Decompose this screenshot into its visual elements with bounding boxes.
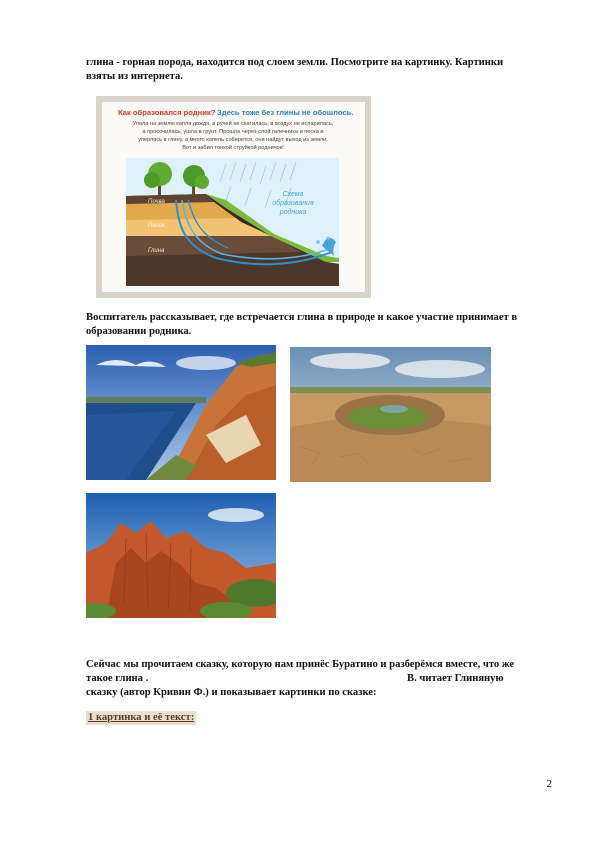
spring-diagram	[96, 96, 371, 298]
paragraph2-line-2: образовании родника.	[86, 326, 192, 337]
photo-river-cliff	[86, 345, 276, 480]
caption-3: родника	[279, 209, 307, 216]
picture-heading: 1 картинка и её текст:	[88, 712, 195, 723]
paragraph3-line-2b: В. читает Глиняную	[407, 673, 504, 684]
diagram-text-2: а просочилась, ушла в грунт. Прошла через слой галечника и песка и	[142, 129, 324, 135]
caption-1: Схема	[282, 191, 304, 198]
diagram-title-2: Здесь тоже без глины не обошлось.	[217, 108, 354, 117]
photo-clay-quarry	[290, 347, 491, 482]
diagram-title-1: Как образовался родник?	[118, 108, 216, 117]
paragraph3-line-2a: такое глина .	[86, 673, 149, 684]
diagram-text-1: Упала на землю капля дождя, в ручей не скатилась, в воздух не испарилась,	[132, 121, 334, 127]
photo-red-clay-formation	[86, 493, 276, 618]
layer-label-soil: Почва	[148, 199, 165, 205]
diagram-text-4: Вот и забил тонкой струйкой родничок!	[182, 145, 284, 151]
intro-line-2: взяты из интернета.	[86, 71, 183, 82]
layer-label-clay: Глина	[148, 248, 165, 254]
paragraph2-line-1: Воспитатель рассказывает, где встречается глина в природе и какое участие принимает в	[86, 312, 518, 323]
paragraph3-line-3: сказку (автор Кривин Ф.) и показывает картинки по сказке:	[86, 687, 377, 698]
heading-container	[86, 711, 546, 725]
page-number: 2	[546, 778, 552, 790]
diagram-text-3: уперлась в глину, а много капель соберется, они найдут выход из земли.	[138, 137, 328, 143]
layer-label-sand: Песок	[148, 223, 165, 229]
paragraph3-line-1: Сейчас мы прочитаем сказку, которую нам принёс Буратино и разберёмся вместе, что же	[86, 659, 515, 670]
caption-2: образования	[272, 200, 314, 207]
intro-line-1: глина - горная порода, находится под слоем земли. Посмотрите на картинку. Картинки	[86, 57, 504, 68]
